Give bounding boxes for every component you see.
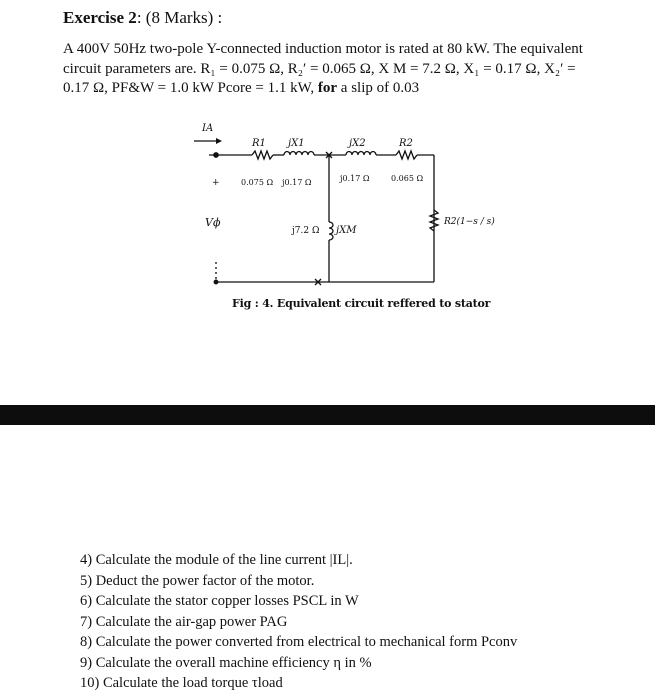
jx2-value: j0.17 Ω xyxy=(340,174,370,183)
xm-value: j7.2 Ω xyxy=(292,226,320,236)
r2-resistor xyxy=(396,151,417,159)
black-divider-bar xyxy=(0,405,655,425)
statement-line-3-bold: for xyxy=(317,80,338,96)
voltage-label: Vϕ xyxy=(205,216,221,229)
question-list xyxy=(80,550,517,694)
jx1-inductor xyxy=(284,152,314,155)
question-item: 4) Calculate the module of the line current |IL|. xyxy=(80,552,353,568)
exercise-marks: : (8 Marks) : xyxy=(136,8,223,27)
statement-line-3 xyxy=(63,79,623,99)
jx1-label: jX1 xyxy=(288,138,305,149)
current-arrow-head xyxy=(216,138,222,144)
question-item: 5) Deduct the power factor of the motor. xyxy=(80,572,315,589)
question-item: 9) Calculate the overall machine efficiency η in % xyxy=(80,654,372,671)
statement-line-3-end: a slip of 0.03 xyxy=(340,80,420,96)
exercise-number: Exercise 2 xyxy=(63,8,137,27)
xm-label: jXM xyxy=(336,225,357,236)
problem-statement xyxy=(63,40,623,99)
plus-sign: + xyxy=(212,178,220,188)
question-item: 10) Calculate the load torque τload xyxy=(80,675,283,691)
r2-label: R2 xyxy=(399,138,413,149)
terminal-top xyxy=(214,153,218,157)
figure-caption: Fig : 4. Equivalent circuit reffered to stator xyxy=(232,297,491,310)
load-resistor-label: R2(1−s / s) xyxy=(444,217,495,227)
question-item: 7) Calculate the air-gap power PAG xyxy=(80,613,288,630)
xm-inductor xyxy=(329,222,333,240)
question-item: 8) Calculate the power converted from electrical to mechanical form Pconv xyxy=(80,634,518,650)
jx1-value: j0.17 Ω xyxy=(282,178,312,187)
r1-value: 0.075 Ω xyxy=(241,178,274,187)
jx2-inductor xyxy=(346,152,376,155)
equivalent-circuit-diagram xyxy=(0,110,655,295)
current-label: IA xyxy=(202,123,214,134)
statement-line-2: circuit parameters are. R₁ = 0.075 Ω, R₂′ = 0.065 Ω, X M = 7.2 Ω, X₁ = 0.17 Ω, X₂′ = xyxy=(63,60,576,77)
r2-value: 0.065 Ω xyxy=(391,174,424,183)
question-item: 6) Calculate the stator copper losses PSCL in W xyxy=(80,593,359,609)
r1-resistor xyxy=(252,151,273,159)
r1-label: R1 xyxy=(252,138,266,149)
exercise-title xyxy=(63,8,222,28)
jx2-label: jX2 xyxy=(349,138,366,149)
statement-line-3-start: 0.17 Ω, PF&W = 1.0 kW Pcore = 1.1 kW, xyxy=(63,80,315,96)
terminal-bottom xyxy=(214,280,218,284)
statement-line-1: A 400V 50Hz two-pole Y-connected induction motor is rated at 80 kW. The equivalent xyxy=(63,41,583,57)
